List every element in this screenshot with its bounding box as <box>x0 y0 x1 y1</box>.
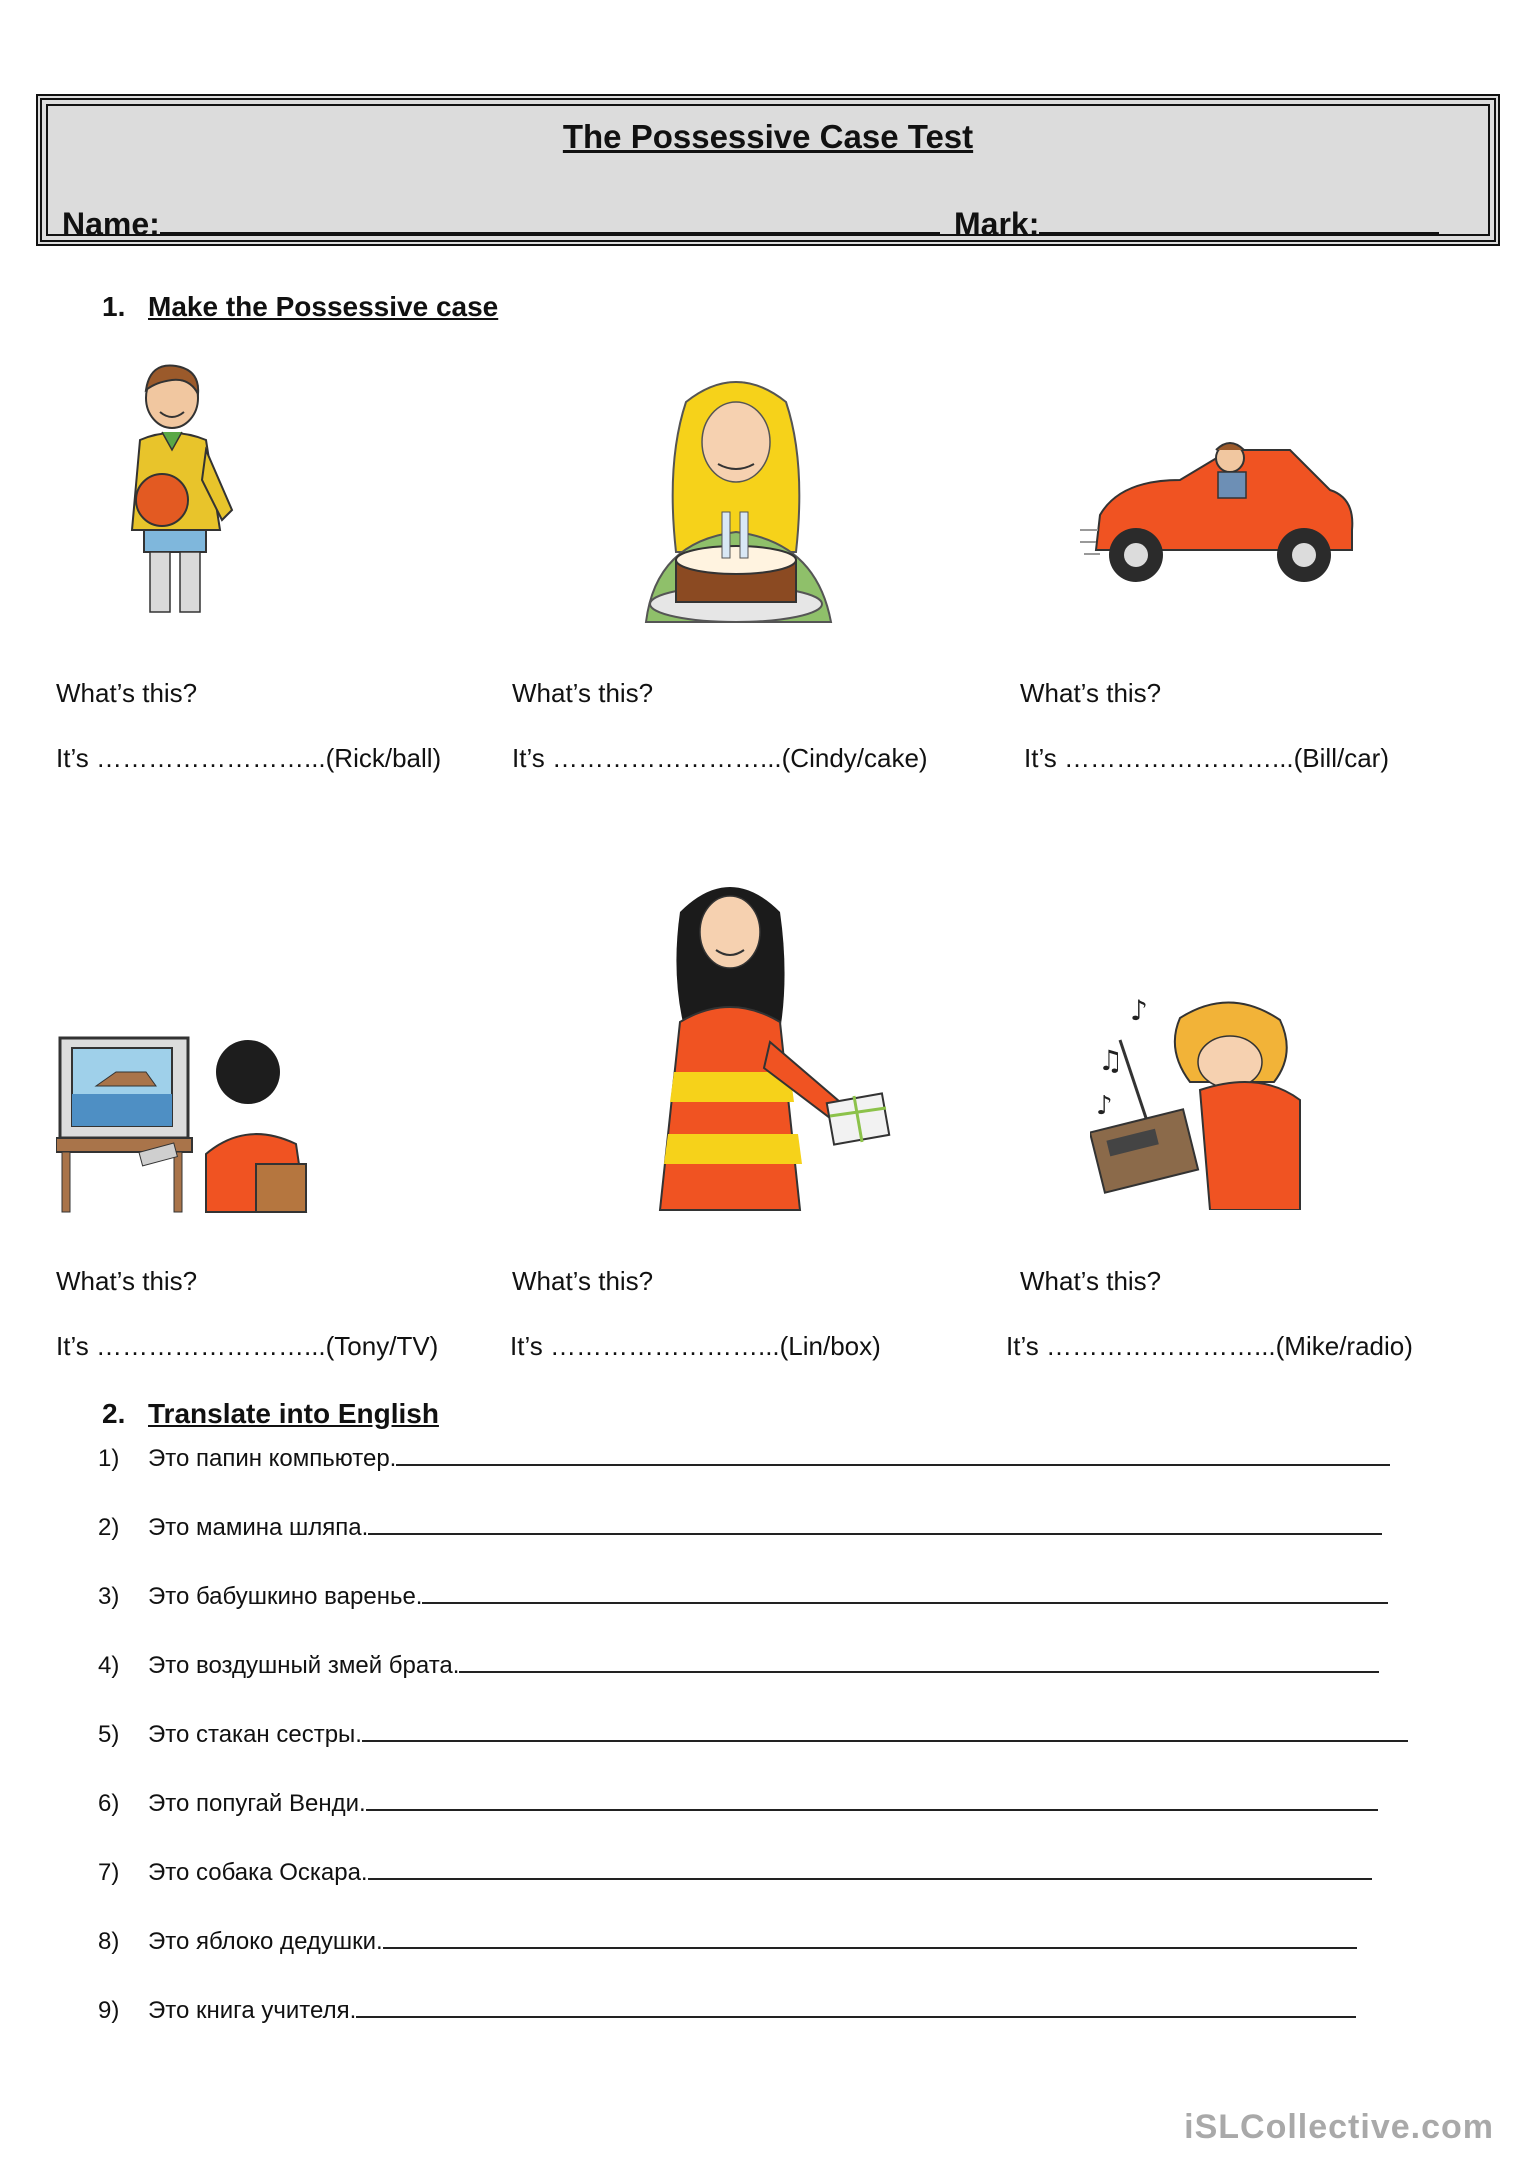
section-1-title: Make the Possessive case <box>148 291 499 322</box>
translate-item-number: 8) <box>98 1928 120 1955</box>
answer-line[interactable] <box>459 1651 1379 1673</box>
section-2-number: 2. <box>102 1398 126 1429</box>
answer-1[interactable]: It’s ……………………...(Rick/ball) <box>56 743 442 773</box>
boy-watching-tv-picture <box>56 1024 316 1214</box>
translate-item-number: 6) <box>98 1790 120 1817</box>
translate-item-text: Это яблоко дедушки. <box>148 1928 383 1955</box>
translate-item[interactable] <box>98 1996 1356 2025</box>
svg-text:♫: ♫ <box>1098 1044 1124 1077</box>
translate-item[interactable] <box>98 1720 1408 1749</box>
answer-line[interactable] <box>362 1720 1408 1742</box>
answer-line[interactable] <box>368 1513 1382 1535</box>
boy-with-radio-picture <box>1090 990 1310 1210</box>
translate-item-text: Это книга учителя. <box>148 1997 357 2024</box>
question-1: What’s this? <box>56 678 198 708</box>
answer-2[interactable]: It’s ……………………...(Cindy/cake) <box>512 743 928 773</box>
man-in-car-picture <box>1080 420 1360 600</box>
translate-item-number: 4) <box>98 1652 120 1679</box>
translate-item[interactable] <box>98 1789 1378 1818</box>
translate-item[interactable] <box>98 1927 1357 1956</box>
translate-item-number: 7) <box>98 1859 120 1886</box>
answer-line[interactable] <box>396 1444 1390 1466</box>
mark-blank[interactable] <box>1039 206 1439 235</box>
header-inner <box>46 104 1490 242</box>
translate-item-number: 9) <box>98 1997 120 2024</box>
translate-item-number: 2) <box>98 1514 120 1541</box>
svg-text:♪: ♪ <box>1130 994 1148 1027</box>
answer-line[interactable] <box>422 1582 1388 1604</box>
translate-item-number: 1) <box>98 1445 120 1472</box>
boy-with-ball-picture <box>110 360 260 630</box>
name-field[interactable] <box>62 206 940 243</box>
header-box <box>36 94 1500 246</box>
translate-item[interactable] <box>98 1444 1390 1473</box>
translate-item-text: Это папин компьютер. <box>148 1445 397 1472</box>
answer-3[interactable]: It’s ……………………...(Bill/car) <box>1024 743 1389 773</box>
question-3: What’s this? <box>1020 678 1162 708</box>
translate-item-number: 3) <box>98 1583 120 1610</box>
svg-text:♪: ♪ <box>1096 1091 1113 1121</box>
answer-line[interactable] <box>368 1858 1372 1880</box>
translate-item[interactable] <box>98 1858 1372 1887</box>
translate-item-text: Это воздушный змей брата. <box>148 1652 460 1679</box>
answer-line[interactable] <box>356 1996 1356 2018</box>
section-2-title: Translate into English <box>148 1398 439 1429</box>
question-2: What’s this? <box>512 678 654 708</box>
answer-5[interactable]: It’s ……………………...(Lin/box) <box>510 1331 881 1361</box>
name-blank[interactable] <box>160 206 940 235</box>
translate-item-number: 5) <box>98 1721 120 1748</box>
translate-item[interactable] <box>98 1651 1379 1680</box>
mark-label: Mark: <box>954 206 1040 242</box>
name-label: Name: <box>62 206 160 242</box>
translate-item[interactable] <box>98 1582 1388 1611</box>
translate-item-text: Это бабушкино варенье. <box>148 1583 423 1610</box>
page-title: The Possessive Case Test <box>562 118 974 155</box>
mark-field[interactable] <box>954 206 1439 243</box>
translate-item-text: Это стакан сестры. <box>148 1721 362 1748</box>
watermark: iSLCollective.com <box>1184 2108 1494 2146</box>
section-1-number: 1. <box>102 291 126 322</box>
translate-item-text: Это собака Оскара. <box>148 1859 368 1886</box>
translate-item-text: Это мамина шляпа. <box>148 1514 369 1541</box>
section-2-heading <box>102 1398 439 1430</box>
answer-line[interactable] <box>366 1789 1378 1811</box>
answer-line[interactable] <box>383 1927 1357 1949</box>
question-6: What’s this? <box>1020 1266 1162 1296</box>
girl-with-gift-box-picture <box>640 872 900 1212</box>
girl-with-cake-picture <box>636 372 841 632</box>
answer-6[interactable]: It’s ……………………...(Mike/radio) <box>1006 1331 1413 1361</box>
translate-item[interactable] <box>98 1513 1382 1542</box>
question-5: What’s this? <box>512 1266 654 1296</box>
translate-item-text: Это попугай Венди. <box>148 1790 366 1817</box>
answer-4[interactable]: It’s ……………………...(Tony/TV) <box>56 1331 439 1361</box>
question-4: What’s this? <box>56 1266 198 1296</box>
section-1-heading <box>102 291 498 323</box>
